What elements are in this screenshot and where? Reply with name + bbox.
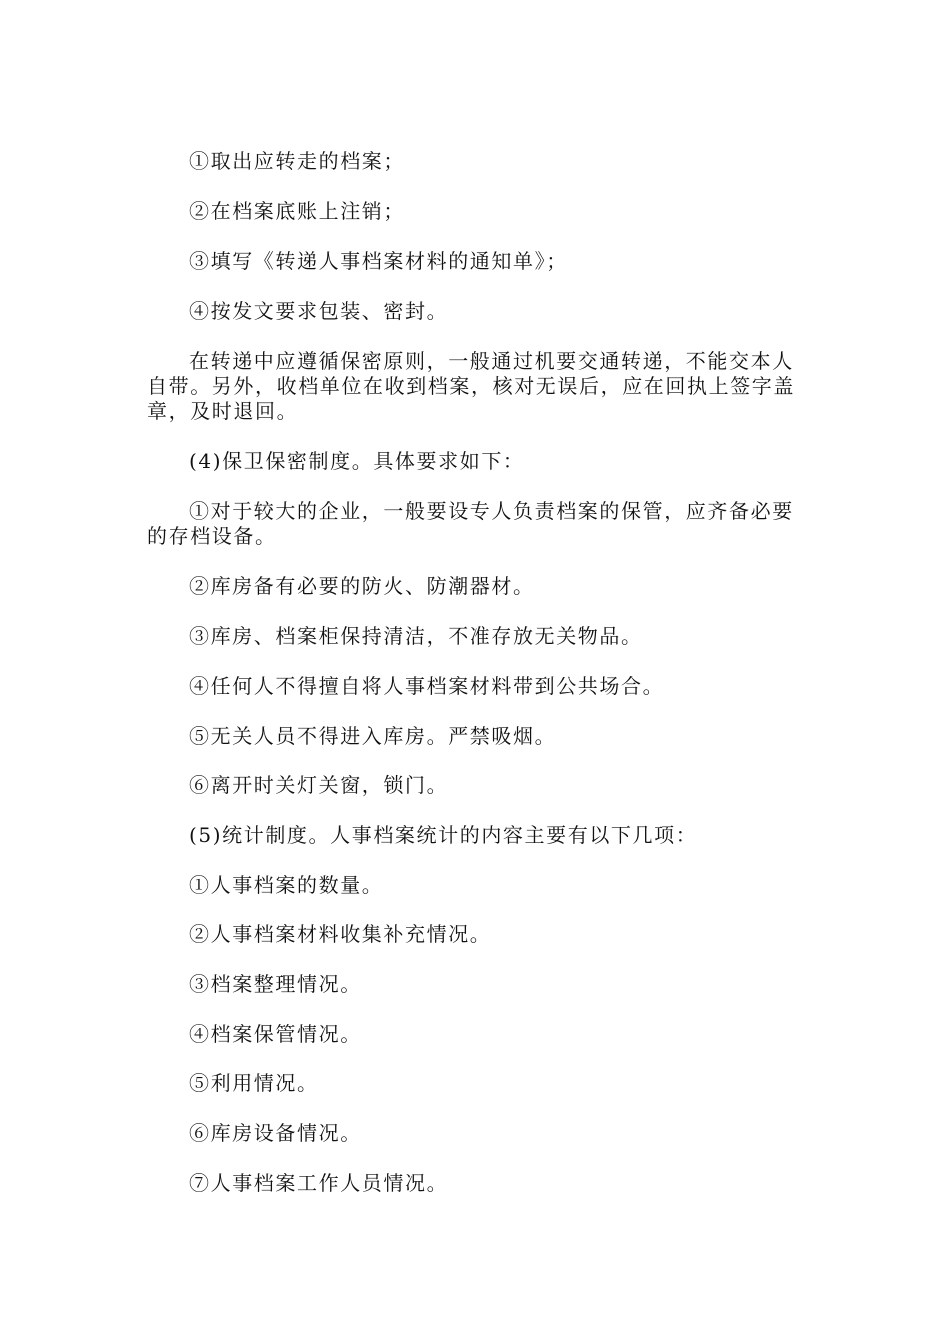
paragraph-14: ①人事档案的数量。 — [189, 873, 384, 897]
paragraph-6: (4)保卫保密制度。具体要求如下： — [189, 449, 525, 473]
paragraph-9: ③库房、档案柜保持清洁，不准存放无关物品。 — [189, 624, 643, 648]
paragraph-13: (5)统计制度。人事档案统计的内容主要有以下几项： — [189, 823, 698, 847]
paragraph-2: ②在档案底账上注销； — [189, 199, 405, 223]
paragraph-18: ⑤利用情况。 — [189, 1071, 319, 1095]
paragraph-16: ③档案整理情况。 — [189, 972, 362, 996]
paragraph-3: ③填写《转递人事档案材料的通知单》； — [189, 249, 568, 273]
paragraph-10: ④任何人不得擅自将人事档案材料带到公共场合。 — [189, 674, 665, 698]
paragraph-5: 在转递中应遵循保密原则，一般通过机要交通转递，不能交本人自带。另外，收档单位在收到档案，核对无误后，应在回执上签字盖章，及时退回。 — [147, 349, 795, 423]
paragraph-1: ①取出应转走的档案； — [189, 149, 405, 173]
paragraph-4: ④按发文要求包装、密封。 — [189, 299, 449, 323]
paragraph-20: ⑦人事档案工作人员情况。 — [189, 1171, 449, 1195]
paragraph-15: ②人事档案材料收集补充情况。 — [189, 922, 492, 946]
paragraph-11: ⑤无关人员不得进入库房。严禁吸烟。 — [189, 724, 557, 748]
paragraph-8: ②库房备有必要的防火、防潮器材。 — [189, 574, 535, 598]
paragraph-17: ④档案保管情况。 — [189, 1022, 362, 1046]
paragraph-19: ⑥库房设备情况。 — [189, 1121, 362, 1145]
paragraph-7: ①对于较大的企业，一般要设专人负责档案的保管，应齐备必要的存档设备。 — [147, 499, 794, 548]
paragraph-12: ⑥离开时关灯关窗，锁门。 — [189, 773, 449, 797]
